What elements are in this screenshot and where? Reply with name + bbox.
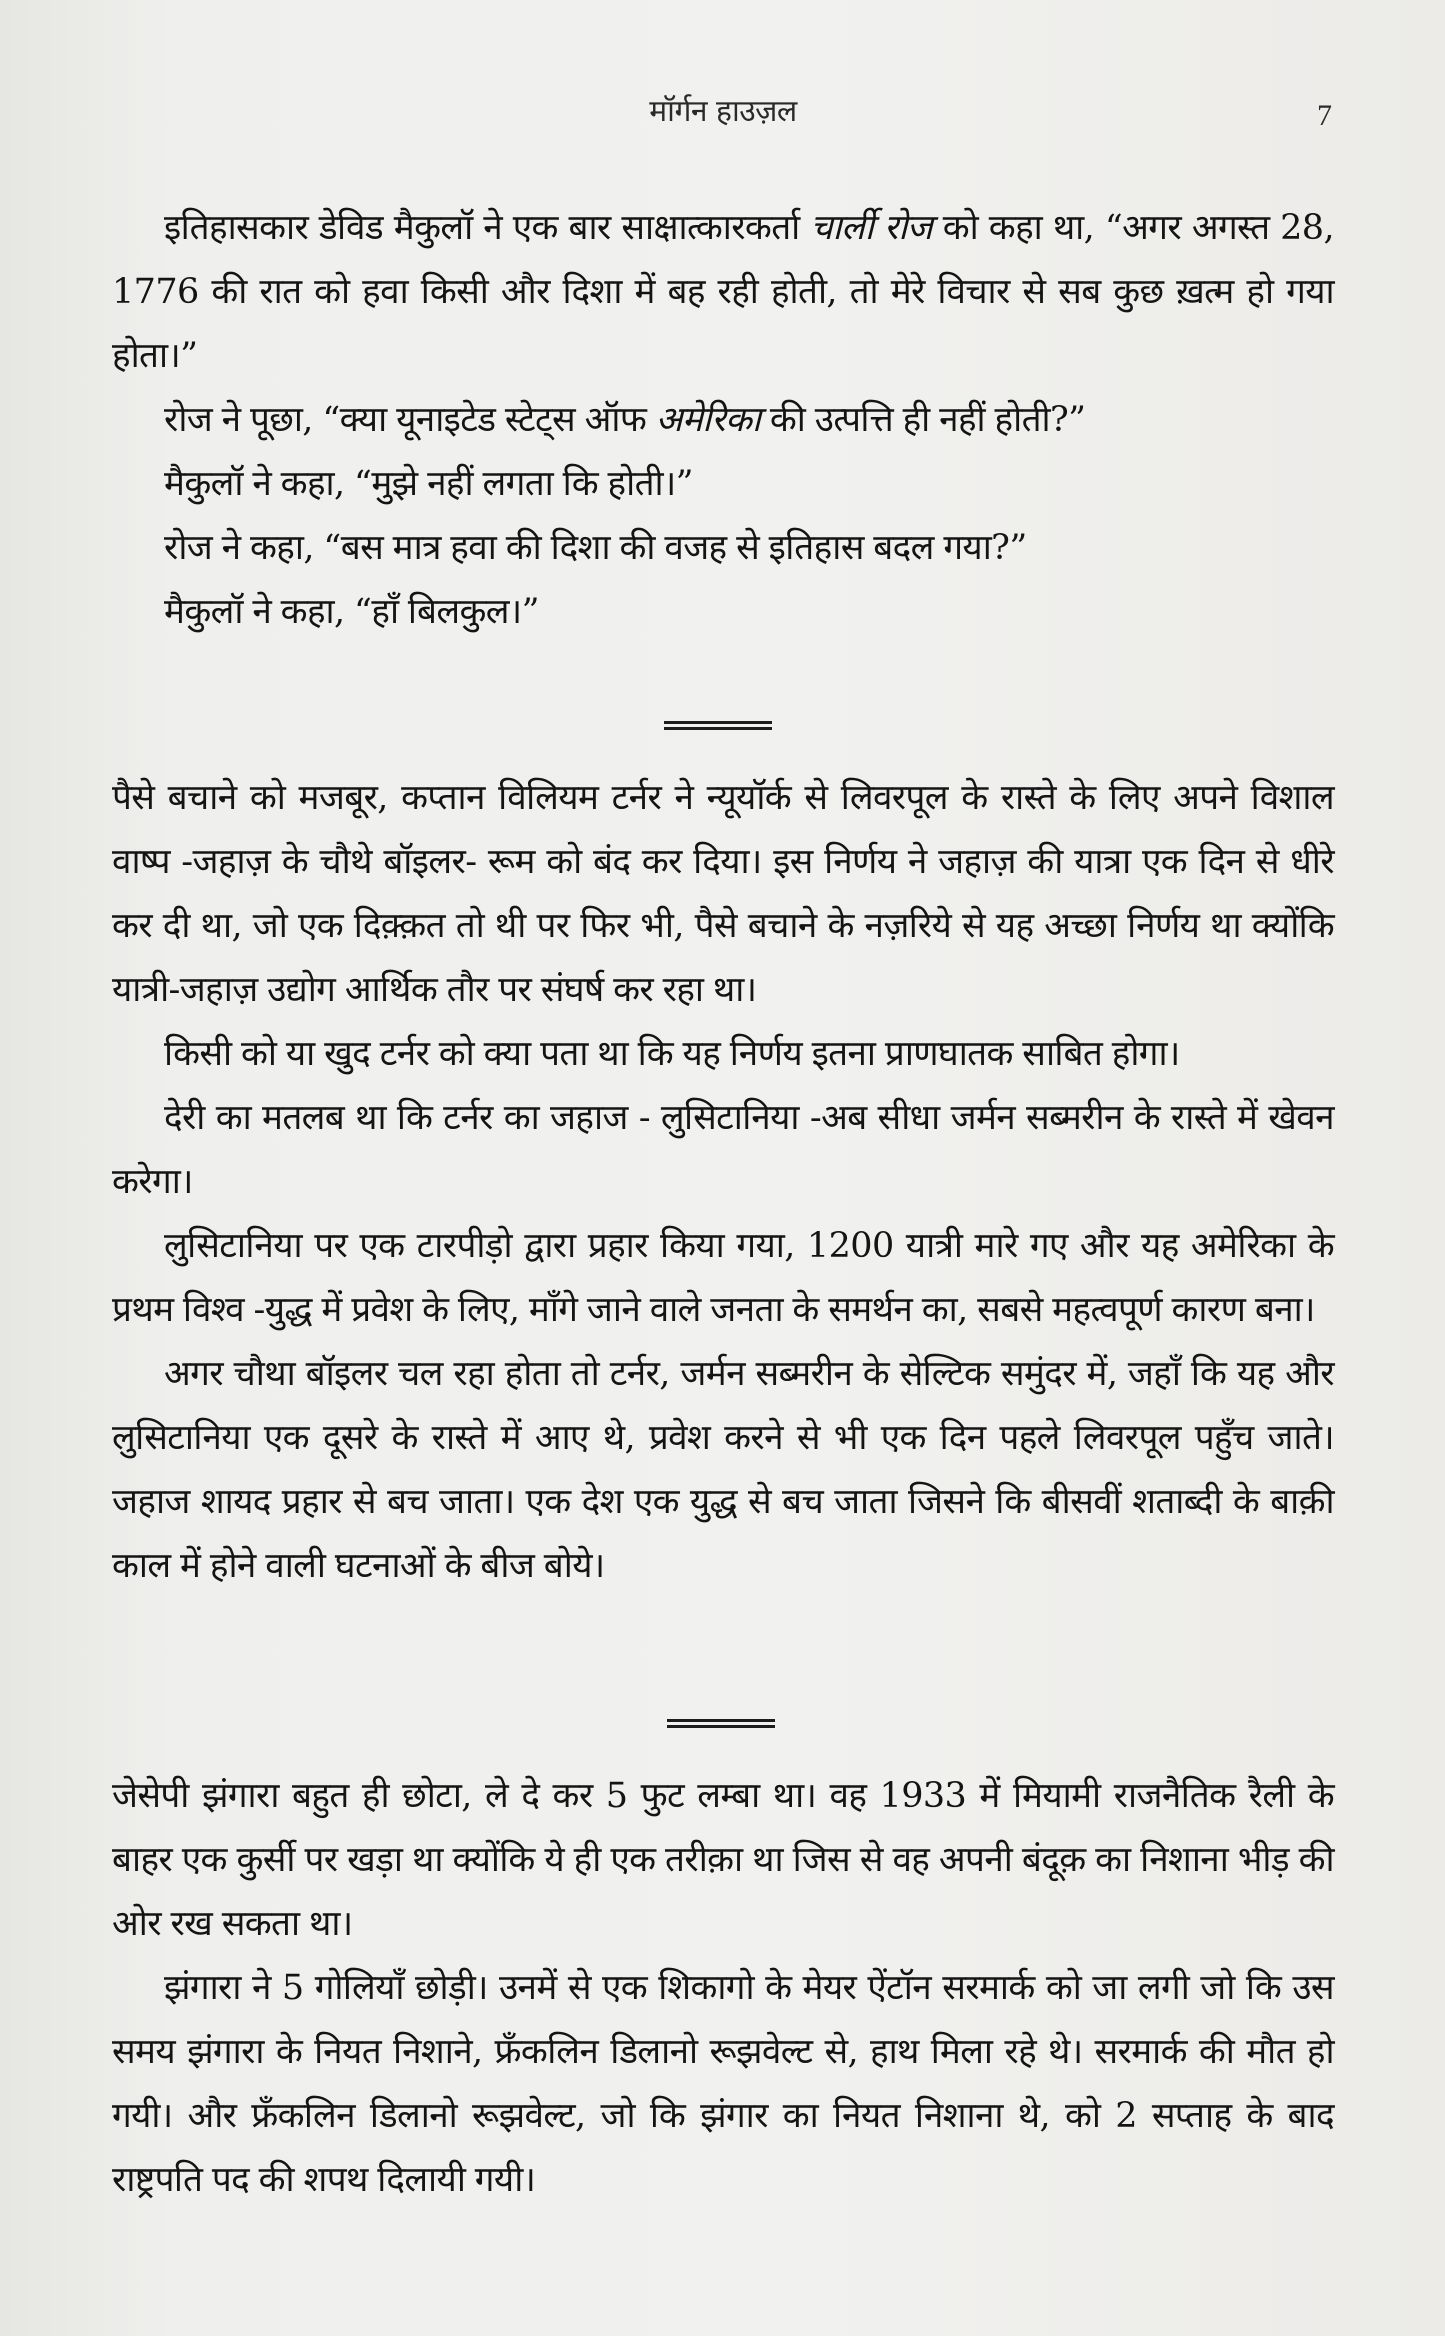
dialogue-line: मैकुलॉ ने कहा, “मुझे नहीं लगता कि होती।” — [164, 464, 693, 504]
paragraph-text: इतिहासकार डेविड मैकुलॉ ने एक बार साक्षात्कारकर्ता — [164, 208, 811, 248]
paragraph-text: को कहा था, “अगर अगस्त 28, 1776 की रात को हवा किसी और दिशा में बह रही होती, तो मेरे विचार से सब कुछ ख़त्म हो गया होता।” — [112, 208, 1334, 376]
paragraph: किसी को या खुद टर्नर को क्या पता था कि यह निर्णय इतना प्राणघातक साबित होगा। — [164, 1034, 1180, 1074]
paragraph — [112, 196, 1334, 388]
paragraph-text: रोज ने पूछा, “क्या यूनाइटेड स्टेट्स ऑफ — [164, 400, 656, 440]
paragraph: देरी का मतलब था कि टर्नर का जहाज - लुसिटानिया -अब सीधा जर्मन सब्मरीन के रास्ते में खेवन करेगा। — [112, 1098, 1334, 1202]
section-zangara — [112, 1764, 1334, 2212]
paragraph: अगर चौथा बॉइलर चल रहा होता तो टर्नर, जर्मन सब्मरीन के सेल्टिक समुंदर में, जहाँ कि यह और लुसिटानिया एक दूसरे के रास्ते में आए थे, प्रवेश करने से भी एक दिन पहले लिवरपूल पहुँच जाते। जहाज शायद प्रहार से बच जाता। एक देश एक युद्ध से बच जाता जिसने कि बीसवीं शताब्दी के बाक़ी काल में होने वाली घटनाओं के बीज बोये। — [112, 1354, 1334, 1586]
section-separator — [664, 721, 772, 730]
running-title: मॉर्गन हाउज़ल — [649, 94, 797, 129]
paragraph: पैसे बचाने को मजबूर, कप्तान विलियम टर्नर ने न्यूयॉर्क से लिवरपूल के रास्ते के लिए अपने विशाल वाष्प -जहाज़ के चौथे बॉइलर- रूम को बंद कर दिया। इस निर्णय ने जहाज़ की यात्रा एक दिन से धीरे कर दी था, जो एक दिक़्क़त तो थी पर फिर भी, पैसे बचाने के नज़रिये से यह अच्छा निर्णय था क्योंकि यात्री-जहाज़ उद्योग आर्थिक तौर पर संघर्ष कर रहा था। — [112, 778, 1334, 1010]
paragraph: जेसेपी झंगारा बहुत ही छोटा, ले दे कर 5 फुट लम्बा था। वह 1933 में मियामी राजनैतिक रैली के बाहर एक कुर्सी पर खड़ा था क्योंकि ये ही एक तरीक़ा था जिस से वह अपनी बंदूक़ का निशाना भीड़ की ओर रख सकता था। — [112, 1776, 1334, 1944]
book-page — [112, 0, 1334, 2336]
section-mccullough-interview — [112, 196, 1334, 644]
emphasized-name: चार्ली रोज — [810, 208, 933, 248]
dialogue-line — [112, 388, 1334, 452]
section-separator — [667, 1719, 775, 1728]
paragraph-text: की उत्पत्ति ही नहीं होती?” — [760, 400, 1086, 440]
paragraph: झंगारा ने 5 गोलियाँ छोड़ी। उनमें से एक शिकागो के मेयर ऐंटॉन सरमार्क को जा लगी जो कि उस समय झंगारा के नियत निशाने, फ्रँकलिन डिलानो रूझवेल्ट से, हाथ मिला रहे थे। सरमार्क की मौत हो गयी। और फ्रँकलिन डिलानो रूझवेल्ट, जो कि झंगार का नियत निशाना थे, को 2 सप्ताह के बाद राष्ट्रपति पद की शपथ दिलायी गयी। — [112, 1968, 1334, 2200]
page-number: 7 — [1317, 99, 1332, 132]
emphasized-word: अमेरिका — [655, 400, 761, 440]
dialogue-line: मैकुलॉ ने कहा, “हाँ बिलकुल।” — [164, 592, 539, 632]
running-header — [112, 92, 1334, 132]
dialogue-line: रोज ने कहा, “बस मात्र हवा की दिशा की वजह से इतिहास बदल गया?” — [164, 528, 1027, 568]
paragraph: लुसिटानिया पर एक टारपीड़ो द्वारा प्रहार किया गया, 1200 यात्री मारे गए और यह अमेरिका के प्रथम विश्व -युद्ध में प्रवेश के लिए, माँगे जाने वाले जनता के समर्थन का, सबसे महत्वपूर्ण कारण बना। — [112, 1226, 1334, 1330]
section-lusitania — [112, 766, 1334, 1598]
